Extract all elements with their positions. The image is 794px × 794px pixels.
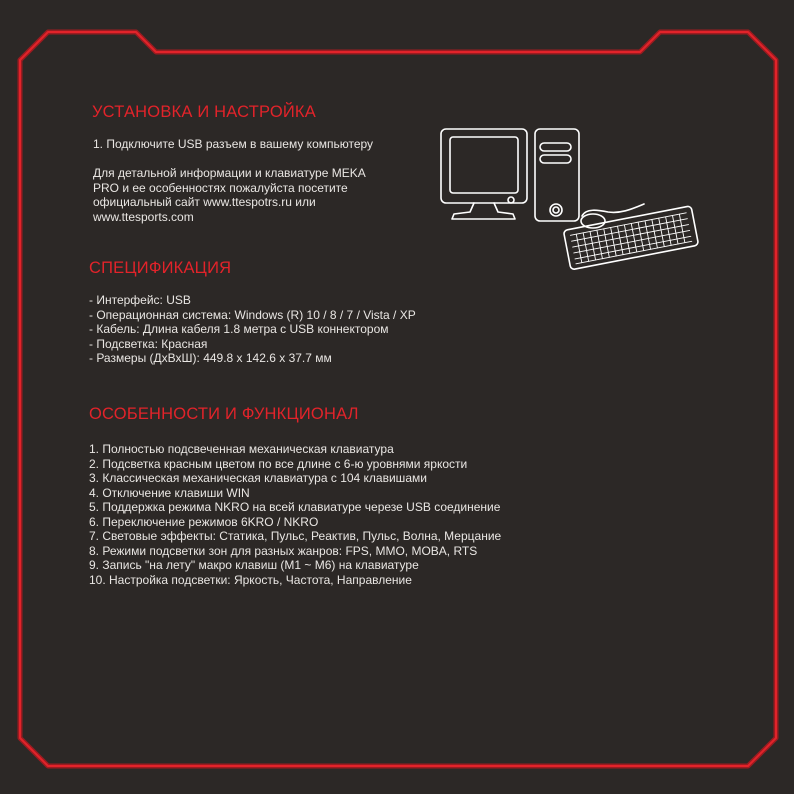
pc-tower-icon [535, 129, 579, 221]
feature-item: 10. Настройка подсветки: Яркость, Частота, Направление [89, 572, 412, 587]
feature-item: 1. Полностью подсвеченная механическая клавиатура [89, 442, 394, 456]
spec-item: - Кабель: Длина кабеля 1.8 метра с USB коннектором [89, 322, 389, 336]
spec-item: - Операционная система: Windows (R) 10 / 8 / 7 / Vista / XP [89, 307, 416, 322]
feature-item: 8. Режими подсветки зон для разных жанров: FPS, MMO, MOBA, RTS [89, 543, 478, 558]
install-info-line: www.ttesports.com [93, 209, 194, 224]
spec-item: - Размеры (ДхВхШ): 449.8 x 142.6 x 37.7 мм [89, 351, 332, 365]
feature-item: 9. Запись "на лету" макро клавиш (M1 ~ M6) на клавиатуре [89, 558, 419, 572]
specs-list [89, 293, 416, 366]
install-title: УСТАНОВКА И НАСТРОЙКА [92, 103, 316, 121]
install-info-line: официальный сайт www.ttespotrs.ru или [93, 195, 316, 209]
install-info [93, 166, 366, 224]
install-info-line: Для детальной информации и клавиатуре MEKA [93, 166, 366, 180]
install-step-1: 1. Подключите USB разъем в вашему компьютеру [93, 137, 374, 151]
spec-item: - Интерфейс: USB [89, 293, 191, 307]
feature-item: 5. Поддержка режима NKRO на всей клавиатуре черезе USB соединение [89, 500, 501, 514]
feature-item: 2. Подсветка красным цветом по все длине с 6-ю уровнями яркости [89, 456, 468, 471]
specs-title: СПЕЦИФИКАЦИЯ [89, 259, 232, 277]
features-list [89, 442, 501, 587]
features-title: ОСОБЕННОСТИ И ФУНКЦИОНАЛ [89, 405, 359, 423]
feature-item: 7. Световые эффекты: Статика, Пульс, Реактив, Пульс, Волна, Мерцание [89, 529, 502, 543]
monitor-icon [441, 129, 527, 219]
keyboard-icon [563, 206, 698, 270]
computer-setup-illustration [438, 124, 700, 270]
feature-item: 3. Классическая механическая клавиатура с 104 клавишами [89, 471, 427, 485]
install-info-line: PRO и ее особенностях пожалуйста посетите [93, 180, 348, 195]
spec-item: - Подсветка: Красная [89, 336, 208, 351]
feature-item: 4. Отключение клавиши WIN [89, 485, 250, 500]
feature-item: 6. Переключение режимов 6KRO / NKRO [89, 514, 319, 529]
